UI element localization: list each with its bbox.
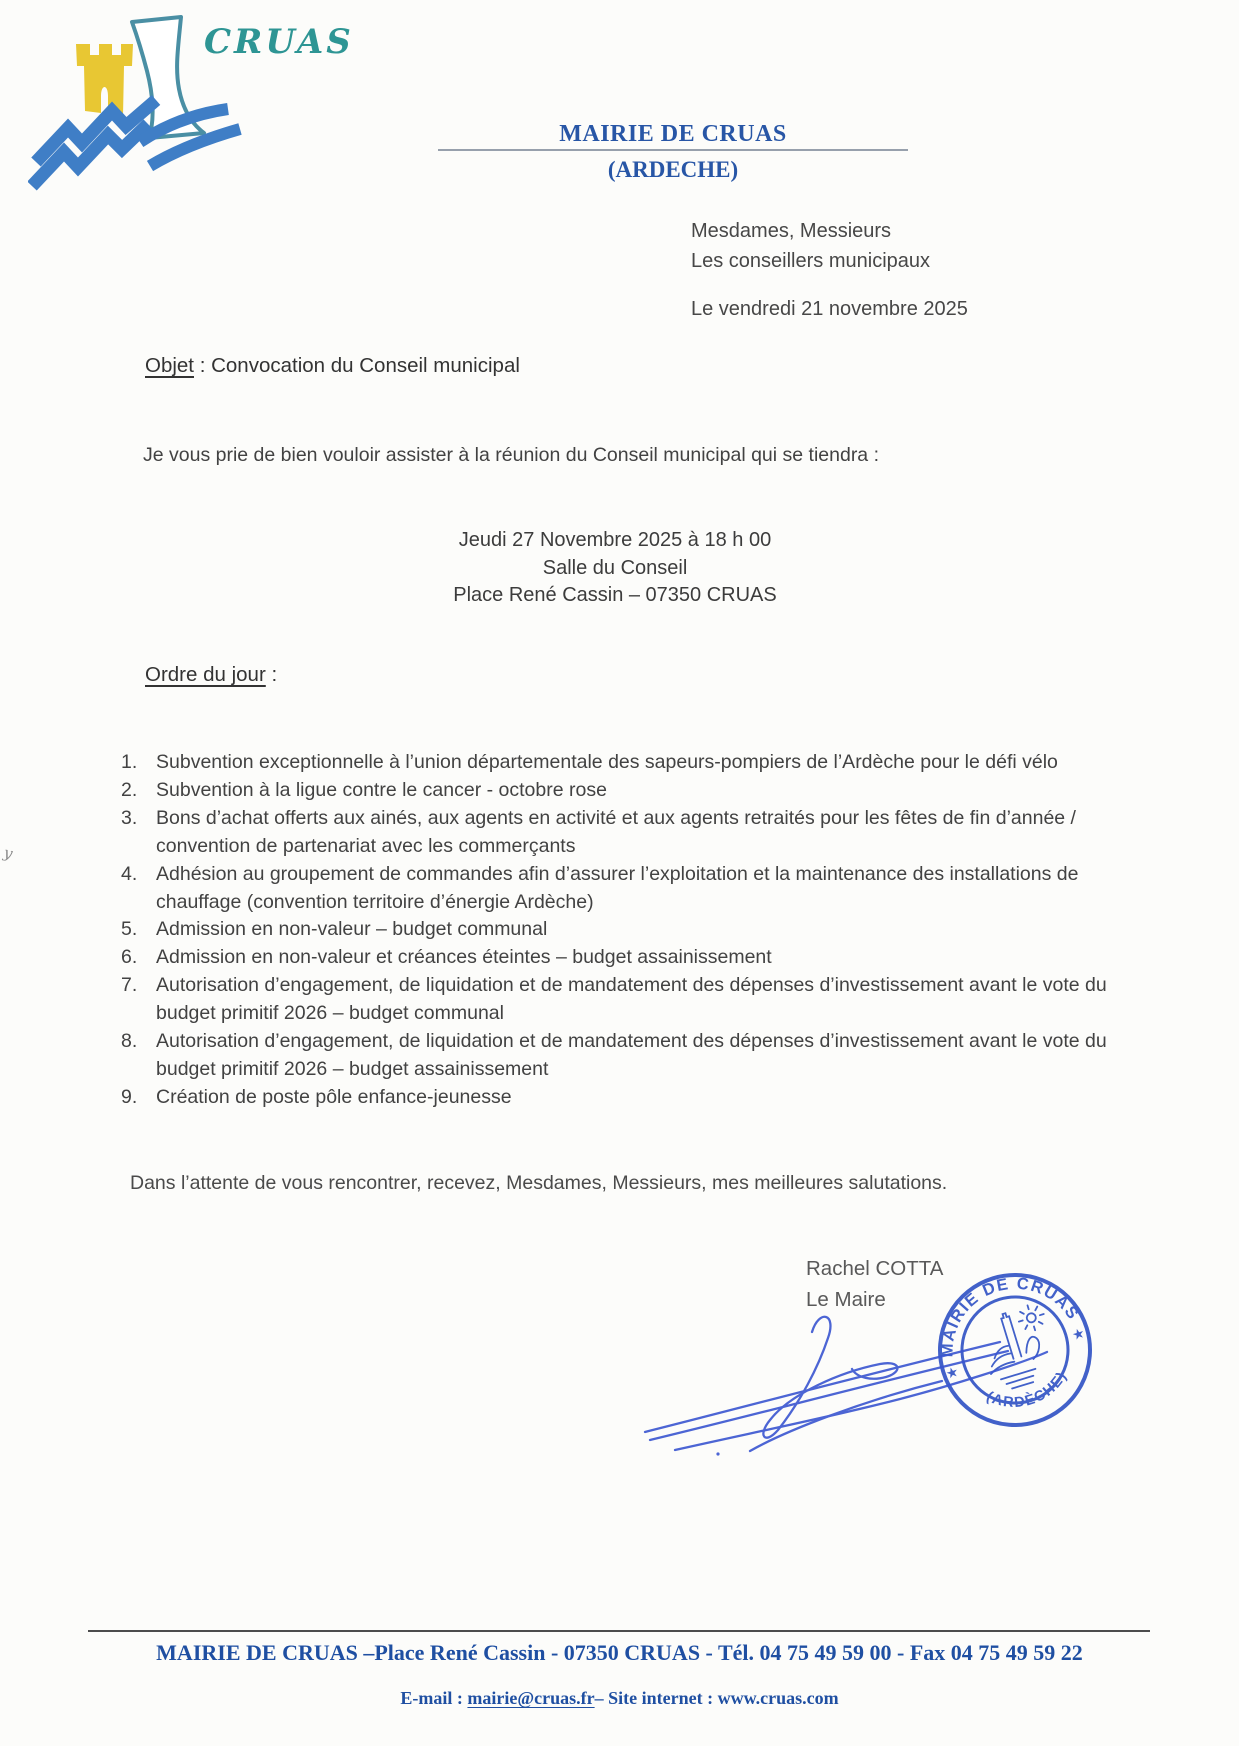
header-subtitle: (ARDECHE): [607, 157, 739, 182]
castle-icon: [76, 44, 133, 116]
recipient-block: [691, 216, 930, 276]
agenda-item-text: Création de poste pôle enfance-jeunesse: [156, 1085, 512, 1108]
signature-ink: [600, 1280, 1080, 1465]
scan-artifact-mark: y: [2, 843, 15, 863]
subject-text: : Convocation du Conseil municipal: [194, 354, 520, 377]
signer-role: Le Maire: [806, 1288, 886, 1311]
subject-line: [145, 354, 520, 378]
agenda-item-number: 7.: [121, 974, 138, 997]
agenda-list: [121, 749, 1137, 1112]
agenda-heading-label: Ordre du jour: [145, 663, 266, 686]
agenda-item: [121, 861, 1137, 917]
agenda-item: [121, 1028, 1137, 1084]
agenda-item-text: Admission en non-valeur et créances éteintes – budget assainissement: [156, 946, 772, 969]
agenda-item: [121, 916, 1137, 944]
agenda-item: [121, 944, 1137, 972]
cruas-logo: [28, 10, 358, 200]
agenda-item-number: 4.: [121, 862, 138, 885]
meeting-room: Salle du Conseil: [542, 556, 688, 579]
agenda-item-number: 9.: [121, 1085, 138, 1108]
footer-email-label: E-mail :: [400, 1688, 468, 1708]
agenda-item-number: 1.: [121, 751, 138, 773]
agenda-item-text: Admission en non-valeur – budget communal: [156, 918, 548, 941]
meeting-datetime: Jeudi 27 Novembre 2025 à 18 h 00: [458, 529, 772, 551]
header-title: MAIRIE DE CRUAS: [559, 121, 787, 147]
agenda-item-text: Autorisation d’engagement, de liquidation et de mandatement des dépenses d’investissement avant le vote du budget primitif 2026 – budget communal: [156, 974, 1107, 1025]
stamp-top-text: MAIRIE DE CRUAS: [938, 1274, 1083, 1358]
agenda-item-number: 2.: [121, 778, 138, 801]
meeting-details: [315, 527, 915, 610]
agenda-item-text: Adhésion au groupement de commandes afin d’assurer l’exploitation et la maintenance des installations de chauffage (convention territoire d’énergie Ardèche): [156, 862, 1079, 913]
recipient-line-2: Les conseillers municipaux: [691, 250, 931, 272]
agenda-item-text: Subvention exceptionnelle à l’union départementale des sapeurs-pompiers de l’Ardèche pour le défi vélo: [156, 751, 1058, 773]
footer-email: mairie@cruas.fr: [467, 1688, 595, 1708]
footer-rule: [88, 1630, 1150, 1632]
meeting-address: Place René Cassin – 07350 CRUAS: [453, 584, 777, 606]
agenda-item: [121, 805, 1137, 861]
header-underline: [438, 149, 908, 151]
stamp-star-left-icon: ★: [943, 1362, 961, 1382]
waves-icon: [32, 100, 240, 186]
stamp-bottom-text: (ARDÈCHE): [983, 1368, 1071, 1412]
agenda-item-number: 5.: [121, 918, 138, 941]
agenda-item-text: Autorisation d’engagement, de liquidation et de mandatement des dépenses d’investissement avant le vote du budget primitif 2026 – budget assainissement: [156, 1030, 1107, 1080]
agenda-item-text: Subvention à la ligue contre le cancer - octobre rose: [156, 778, 607, 801]
agenda-heading-colon: :: [265, 663, 278, 686]
footer-site-label: – Site internet :: [594, 1688, 718, 1708]
closing-paragraph: Dans l’attente de vous rencontrer, recevez, Mesdames, Messieurs, mes meilleures salutations.: [130, 1172, 948, 1194]
agenda-item-number: 6.: [121, 946, 138, 969]
agenda-item: [121, 972, 1137, 1028]
agenda-heading: [145, 663, 277, 687]
recipient-line-1: Mesdames, Messieurs: [691, 220, 892, 242]
date-line: Le vendredi 21 novembre 2025: [691, 298, 968, 320]
agenda-item-number: 8.: [121, 1030, 138, 1053]
agenda-item: [121, 777, 1137, 805]
footer-address-line: MAIRIE DE CRUAS –Place René Cassin - 07350 CRUAS - Tél. 04 75 49 59 00 - Fax 04 75 49 59 22: [156, 1640, 1083, 1665]
agenda-item-text: Bons d’achat offerts aux ainés, aux agents en activité et aux agents retraités pour les fêtes de fin d’année / convention de partenariat avec les commerçants: [156, 806, 1076, 857]
signer-name: Rachel COTTA: [806, 1257, 944, 1280]
footer-contact-line: [0, 1688, 1239, 1709]
footer-website: www.cruas.com: [717, 1688, 839, 1708]
subject-label: Objet: [145, 354, 194, 377]
agenda-item-number: 3.: [121, 806, 138, 829]
agenda-item: [121, 749, 1137, 777]
agenda-item: [121, 1084, 1137, 1112]
logo-wordmark: CRUAS: [204, 22, 354, 62]
stamp-star-right-icon: ★: [1069, 1324, 1087, 1344]
intro-paragraph: Je vous prie de bien vouloir assister à la réunion du Conseil municipal qui se tiendra :: [143, 444, 879, 466]
